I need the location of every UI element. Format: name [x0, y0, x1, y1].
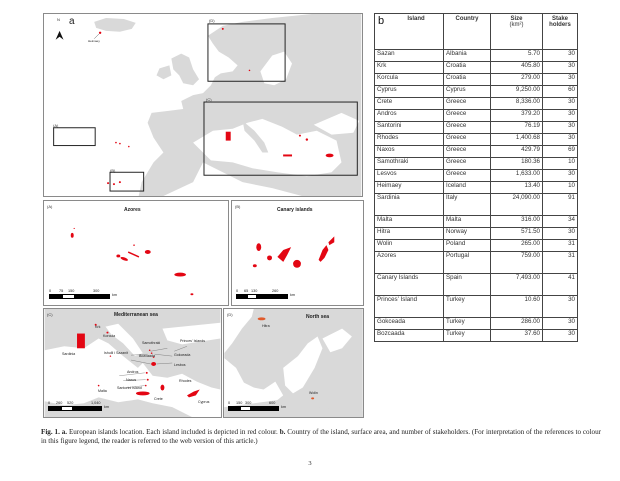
- table-row: [375, 122, 578, 134]
- cell-country: Greece: [444, 158, 491, 170]
- table-row: [375, 158, 578, 170]
- box-label-c: (C): [206, 97, 212, 102]
- header-size: Size (km²): [491, 14, 543, 50]
- scale-bar: [228, 401, 287, 411]
- cell-island: Gokceada: [375, 318, 444, 330]
- scale-tick: 130: [251, 289, 258, 293]
- table-row: [375, 74, 578, 86]
- cell-country: Croatia: [444, 74, 491, 86]
- scale-bar: [48, 401, 110, 411]
- cell-stakeholders: 10: [543, 158, 578, 170]
- table-row: [375, 110, 578, 122]
- cell-island: Heimaey: [375, 182, 444, 194]
- scale-tick: 150: [68, 289, 75, 293]
- cell-country: Greece: [444, 146, 491, 158]
- cell-size: 279.00: [491, 74, 543, 86]
- cell-country: Malta: [444, 216, 491, 228]
- table-row: [375, 330, 578, 342]
- cell-size: 7,493.00: [491, 274, 543, 296]
- map-europe-overview: [43, 13, 363, 197]
- cell-island: Cyprus: [375, 86, 444, 98]
- cell-size: 571.50: [491, 228, 543, 240]
- table-row: [375, 240, 578, 252]
- cell-size: 10.60: [491, 296, 543, 318]
- cell-stakeholders: 30: [543, 98, 578, 110]
- cell-country: Greece: [444, 170, 491, 182]
- islands-table: [374, 13, 578, 342]
- cell-stakeholders: 10: [543, 182, 578, 194]
- map-mediterranean: [43, 308, 222, 418]
- label-naxos: Naxos: [126, 378, 137, 382]
- box-label-d: (D): [209, 18, 215, 23]
- scale-tick: 65: [244, 289, 249, 293]
- cell-stakeholders: 30: [543, 122, 578, 134]
- cell-island: Andros: [375, 110, 444, 122]
- cell-size: 9,250.00: [491, 86, 543, 98]
- cell-size: 379.20: [491, 110, 543, 122]
- map-azores: [43, 200, 229, 306]
- scale-tick: 600: [269, 401, 276, 405]
- scale-tick: 260: [272, 289, 279, 293]
- cell-size: 286.00: [491, 318, 543, 330]
- label-korcula: Korcula: [103, 334, 116, 338]
- scale-bar: [49, 289, 118, 299]
- scale-tick: 1,040: [91, 401, 101, 405]
- heimaey-label: Heimaey: [88, 39, 100, 43]
- scale-tick: 0: [48, 401, 51, 405]
- cell-stakeholders: 30: [543, 134, 578, 146]
- page-number: 3: [308, 460, 312, 467]
- cell-size: 5.70: [491, 50, 543, 62]
- cell-country: Greece: [444, 98, 491, 110]
- label-gokceada: Gokceada: [174, 353, 191, 357]
- cell-size: 1,633.00: [491, 170, 543, 182]
- cell-country: Iceland: [444, 182, 491, 194]
- label-sazan: Ishulli i Sazanit: [104, 351, 128, 355]
- box-label-a: (A): [53, 123, 59, 128]
- cell-country: Turkey: [444, 318, 491, 330]
- cell-island: Canary Islands: [375, 274, 444, 296]
- cell-island: Korcula: [375, 74, 444, 86]
- cell-stakeholders: 31: [543, 252, 578, 274]
- cell-island: Malta: [375, 216, 444, 228]
- caption-fig-label: Fig. 1.: [41, 428, 60, 436]
- cell-country: Albania: [444, 50, 491, 62]
- label-lesbos: Lesbos: [174, 363, 186, 367]
- caption-a-label: a.: [61, 428, 68, 436]
- table-row: [375, 194, 578, 216]
- label-samothraki: Samothraki: [142, 341, 161, 345]
- cell-stakeholders: 30: [543, 228, 578, 240]
- table-row: [375, 86, 578, 98]
- scale-tick: 260: [56, 401, 63, 405]
- table-row: [375, 146, 578, 158]
- cell-stakeholders: 30: [543, 170, 578, 182]
- label-princes: Princes' Islands: [180, 339, 206, 343]
- table-header-row: [375, 14, 578, 50]
- scale-tick: 0: [49, 289, 52, 293]
- panel-tag: (B): [235, 204, 241, 209]
- table-row: [375, 98, 578, 110]
- scale-tick: 0: [236, 289, 239, 293]
- cell-island: Princes' Island: [375, 296, 444, 318]
- cell-size: 429.79: [491, 146, 543, 158]
- scale-tick: 0: [228, 401, 231, 405]
- scale-bar: [236, 289, 296, 299]
- cell-island: Krk: [375, 62, 444, 74]
- scale-unit: km: [290, 293, 296, 297]
- cell-size: 1,400.68: [491, 134, 543, 146]
- cell-stakeholders: 60: [543, 86, 578, 98]
- cell-country: Poland: [444, 240, 491, 252]
- label-cyprus: Cyprus: [198, 400, 210, 404]
- table-row: [375, 170, 578, 182]
- cell-size: 316.00: [491, 216, 543, 228]
- header-island: b Island: [375, 14, 444, 50]
- scale-tick: 75: [59, 289, 64, 293]
- panel-tag: (D): [227, 312, 233, 317]
- label-hitra: Hitra: [262, 324, 270, 328]
- header-stakeholders: Stake holders: [543, 14, 578, 50]
- cell-island: Santorini: [375, 122, 444, 134]
- scale-tick: 300: [93, 289, 100, 293]
- cell-stakeholders: 30: [543, 296, 578, 318]
- map-north-sea: [223, 308, 364, 418]
- scale-tick: 150: [236, 401, 243, 405]
- scale-tick: 520: [67, 401, 74, 405]
- cell-size: 265.00: [491, 240, 543, 252]
- cell-country: Spain: [444, 274, 491, 296]
- label-malta: Malta: [98, 389, 107, 393]
- cell-island: Sardinia: [375, 194, 444, 216]
- label-andros: Andros: [127, 370, 139, 374]
- cell-country: Greece: [444, 110, 491, 122]
- table-row: [375, 252, 578, 274]
- table-row: [375, 318, 578, 330]
- cell-size: 76.19: [491, 122, 543, 134]
- label-wolin: Wolin: [309, 391, 318, 395]
- header-country: Country: [444, 14, 491, 50]
- caption-a-text: European islands location. Each island included is depicted in red colour.: [67, 428, 280, 436]
- cell-stakeholders: 34: [543, 216, 578, 228]
- table-row: [375, 134, 578, 146]
- box-label-b: (B): [110, 168, 116, 173]
- cell-size: 405.80: [491, 62, 543, 74]
- table-row: [375, 50, 578, 62]
- cell-island: Wolin: [375, 240, 444, 252]
- panel-letter-a: a: [69, 16, 75, 27]
- cell-stakeholders: 30: [543, 62, 578, 74]
- table-row: [375, 182, 578, 194]
- scale-unit: km: [104, 405, 110, 409]
- table-row: [375, 274, 578, 296]
- cell-stakeholders: 30: [543, 74, 578, 86]
- cell-country: Turkey: [444, 330, 491, 342]
- cell-country: Norway: [444, 228, 491, 240]
- table-body: [375, 50, 578, 342]
- table-row: [375, 296, 578, 318]
- cell-country: Italy: [444, 194, 491, 216]
- cell-size: 37.60: [491, 330, 543, 342]
- scale-unit: km: [112, 293, 118, 297]
- label-bozcaada: Bozcaada: [139, 354, 155, 358]
- cell-island: Lesvos: [375, 170, 444, 182]
- cell-island: Hitra: [375, 228, 444, 240]
- cell-size: 8,336.00: [491, 98, 543, 110]
- cell-size: 759.00: [491, 252, 543, 274]
- scale-tick: 300: [245, 401, 252, 405]
- label-crete: Crete: [154, 397, 163, 401]
- figure-caption: [41, 428, 601, 446]
- label-santorini: Santorini Island: [117, 386, 142, 390]
- panel-title: North sea: [306, 314, 330, 320]
- cell-stakeholders: 30: [543, 110, 578, 122]
- table-row: [375, 62, 578, 74]
- panel-title: Mediterranean sea: [114, 312, 158, 318]
- cell-country: Turkey: [444, 296, 491, 318]
- cell-island: Sazan: [375, 50, 444, 62]
- label-krk: Krk: [95, 325, 101, 329]
- cell-island: Samothraki: [375, 158, 444, 170]
- north-label: N: [57, 17, 60, 22]
- panel-title: Azores: [124, 207, 141, 213]
- cell-island: Rhodes: [375, 134, 444, 146]
- cell-country: Croatia: [444, 62, 491, 74]
- cell-island: Naxos: [375, 146, 444, 158]
- panel-tag: (A): [47, 204, 53, 209]
- caption-b-label: b.: [279, 428, 286, 436]
- scale-unit: km: [281, 405, 287, 409]
- panel-title: Canary islands: [277, 207, 313, 213]
- label-sardinia: Sardinia: [62, 352, 76, 356]
- cell-stakeholders: 69: [543, 146, 578, 158]
- cell-size: 24,090.00: [491, 194, 543, 216]
- cell-size: 13.40: [491, 182, 543, 194]
- panel-letter-b: b: [378, 15, 385, 27]
- panel-tag: (C): [47, 312, 53, 317]
- cell-stakeholders: 30: [543, 50, 578, 62]
- cell-stakeholders: 30: [543, 318, 578, 330]
- cell-stakeholders: 30: [543, 330, 578, 342]
- cell-island: Crete: [375, 98, 444, 110]
- cell-stakeholders: 31: [543, 240, 578, 252]
- cell-size: 180.36: [491, 158, 543, 170]
- north-arrow-icon: [56, 31, 64, 40]
- table-row: [375, 216, 578, 228]
- table-row: [375, 228, 578, 240]
- cell-island: Bozcaada: [375, 330, 444, 342]
- cell-country: Portugal: [444, 252, 491, 274]
- map-canary-islands: [231, 200, 364, 306]
- cell-stakeholders: 91: [543, 194, 578, 216]
- caption-b-text: Country of the island, surface area, and number of stakeholders. (For interpretation of the references to colour in this figure legend, the reader is referred to the web version of this article.): [41, 428, 602, 445]
- cell-stakeholders: 41: [543, 274, 578, 296]
- label-rhodes: Rhodes: [179, 379, 192, 383]
- cell-country: Greece: [444, 134, 491, 146]
- cell-island: Azores: [375, 252, 444, 274]
- cell-country: Greece: [444, 122, 491, 134]
- cell-country: Cyprus: [444, 86, 491, 98]
